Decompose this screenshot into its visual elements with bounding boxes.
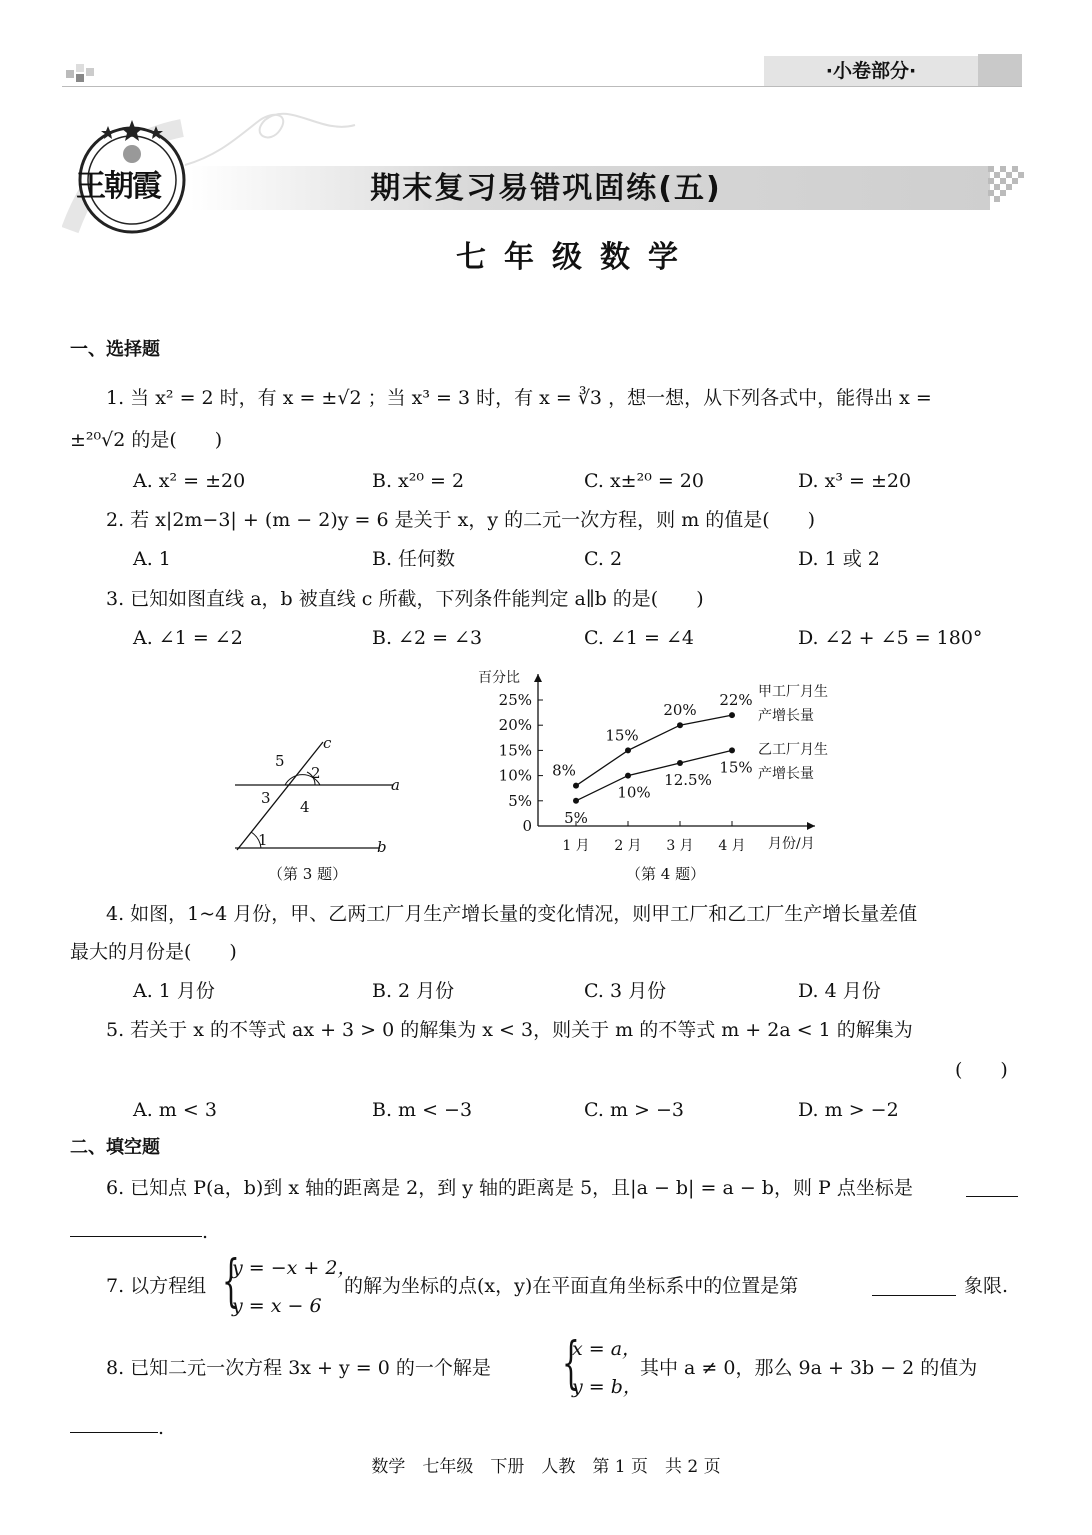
fig3-label-a: a <box>391 776 400 794</box>
chart-data-label: 15% <box>605 726 639 745</box>
fig3-label-c: c <box>323 734 332 752</box>
q3-option-c: C. ∠1 = ∠4 <box>584 627 694 649</box>
figure-4-chart <box>470 660 870 860</box>
page-title: 期末复习易错巩固练(五) <box>370 171 722 206</box>
chart-x-tick-label: 4 月 <box>718 838 746 854</box>
chart-data-label: 10% <box>617 783 651 802</box>
q3-option-d: D. ∠2 + ∠5 = 180° <box>798 627 983 649</box>
chart-data-label: 20% <box>663 701 697 720</box>
q7-eq1: y = −x + 2， <box>232 1257 357 1279</box>
section-tag-block <box>978 54 1022 86</box>
q4-option-d: D. 4 月份 <box>798 980 881 1002</box>
page-subtitle: 七年级数学 <box>456 240 696 275</box>
figure-3 <box>225 730 415 860</box>
q6-blank-2[interactable] <box>70 1236 202 1237</box>
q8-brace: { <box>562 1331 580 1396</box>
chart-point <box>729 712 735 718</box>
chart-x-tick-label: 3 月 <box>666 838 694 854</box>
fig3-label-2: 2 <box>311 764 321 782</box>
q5-option-c: C. m > −3 <box>584 1099 684 1121</box>
q2-option-a: A. 1 <box>133 548 171 570</box>
q5-stem: 5. 若关于 x 的不等式 ax + 3 > 0 的解集为 x < 3，则关于 m 的不等式 m + 2a < 1 的解集为 <box>106 1019 913 1041</box>
q8-prefix: 8. 已知二元一次方程 3x + y = 0 的一个解是 <box>106 1357 491 1379</box>
section-tag: ·小卷部分· <box>764 56 978 86</box>
chart-y-arrow <box>534 674 542 682</box>
chart-data-label: 15% <box>719 758 753 777</box>
q3-stem: 3. 已知如图直线 a，b 被直线 c 所截，下列条件能判定 a∥b 的是( ) <box>106 588 704 610</box>
chart-data-label: 12.5% <box>664 771 712 789</box>
q8-suffix: 其中 a ≠ 0，那么 9a + 3b − 2 的值为 <box>640 1357 978 1379</box>
chart-point <box>573 798 579 804</box>
fig3-label-3: 3 <box>261 789 271 807</box>
q7-end: 象限. <box>964 1275 1009 1297</box>
chart-x-tick-label: 1 月 <box>562 838 590 854</box>
chart-x-tick-label: 2 月 <box>614 838 642 854</box>
chart-data-label: 22% <box>719 691 753 710</box>
chart-point <box>625 747 631 753</box>
chart-series-name-1: 产增长量 <box>758 766 814 782</box>
chart-data-label: 8% <box>552 761 576 780</box>
q7-suffix: 的解为坐标的点(x，y)在平面直角坐标系中的位置是第 <box>344 1275 799 1297</box>
q8-blank[interactable] <box>70 1432 158 1433</box>
chart-point <box>573 783 579 789</box>
chart-series-name-0: 产增长量 <box>758 708 814 724</box>
q1-line1: 1. 当 x² = 2 时，有 x = ±√2 ；当 x³ = 3 时，有 x = ∛3 ，想一想，从下列各式中，能得出 x = <box>106 387 932 409</box>
chart-series-name-0: 甲工厂月生 <box>758 684 828 700</box>
q3-option-b: B. ∠2 = ∠3 <box>372 627 483 649</box>
chart-xlabel: 月份/月 <box>768 836 815 852</box>
header-rule <box>62 86 1022 87</box>
fig3-label-b: b <box>377 838 387 856</box>
figure-4-caption: （第 4 题） <box>626 865 706 883</box>
section-fill-heading: 二、填空题 <box>70 1137 160 1158</box>
chart-x-arrow <box>807 822 815 830</box>
q5-option-d: D. m > −2 <box>798 1099 899 1121</box>
q6-blank-1[interactable] <box>966 1196 1018 1197</box>
q5-option-a: A. m < 3 <box>133 1099 217 1121</box>
chart-point <box>729 747 735 753</box>
q7-eq2: y = x − 6 <box>232 1295 322 1317</box>
q1-option-a: A. x² = ±20 <box>133 470 246 492</box>
q2-option-d: D. 1 或 2 <box>798 548 880 570</box>
q5-answer-paren: ( ) <box>955 1059 1008 1081</box>
chart-y-tick-label: 25% <box>498 691 532 709</box>
chart-y-tick-label: 20% <box>498 716 532 735</box>
chart-y-tick-label: 15% <box>498 741 532 760</box>
q6-period: . <box>202 1221 209 1243</box>
q4-option-c: C. 3 月份 <box>584 980 667 1002</box>
q8-period: . <box>158 1417 165 1439</box>
chart-point <box>677 722 683 728</box>
section-choice-heading: 一、选择题 <box>70 339 160 360</box>
logo-text: 王朝霞 <box>76 169 160 204</box>
q2-option-b: B. 任何数 <box>372 548 456 570</box>
q7-brace: { <box>222 1249 240 1314</box>
figure-3-caption: （第 3 题） <box>268 865 348 883</box>
q4-line2: 最大的月份是( ) <box>70 941 237 963</box>
q4-option-a: A. 1 月份 <box>133 980 215 1002</box>
chart-y-tick-label: 5% <box>508 791 532 810</box>
q8-eq1: x = a， <box>572 1338 642 1360</box>
q7-prefix: 7. 以方程组 <box>106 1275 207 1297</box>
chart-y-tick-label: 0 <box>522 817 532 835</box>
fig3-label-5: 5 <box>275 752 285 770</box>
corner-squares <box>66 62 106 82</box>
q1-option-b: B. x²⁰ = 2 <box>372 470 465 492</box>
q7-blank[interactable] <box>872 1295 956 1296</box>
q4-line1: 4. 如图，1~4 月份，甲、乙两工厂月生产增长量的变化情况，则甲工厂和乙工厂生产增长量差值 <box>106 903 918 925</box>
q6-text: 6. 已知点 P(a，b)到 x 轴的距离是 2，到 y 轴的距离是 5，且|a − b| = a − b，则 P 点坐标是 <box>106 1177 913 1199</box>
chart-series-name-1: 乙工厂月生 <box>758 742 828 758</box>
fig3-label-4: 4 <box>300 798 310 816</box>
q1-option-c: C. x±²⁰ = 20 <box>584 470 704 492</box>
q1-option-d: D. x³ = ±20 <box>798 470 912 492</box>
page-footer: 数学 七年级 下册 人教 第 1 页 共 2 页 <box>371 1457 721 1477</box>
q5-option-b: B. m < −3 <box>372 1099 473 1121</box>
q2-option-c: C. 2 <box>584 548 623 570</box>
fig3-label-1: 1 <box>258 831 268 849</box>
q2-stem: 2. 若 x|2m−3| + (m − 2)y = 6 是关于 x，y 的二元一次方程，则 m 的值是( ) <box>106 509 816 531</box>
chart-point <box>677 760 683 766</box>
ribbon-decoration <box>180 105 360 175</box>
chart-data-label: 5% <box>564 808 588 827</box>
q1-line2: ±²⁰√2 的是( ) <box>70 429 223 451</box>
chart-ylabel: 百分比 <box>478 670 520 686</box>
q8-eq2: y = b， <box>572 1376 642 1398</box>
q3-option-a: A. ∠1 = ∠2 <box>133 627 243 649</box>
chart-y-tick-label: 10% <box>498 766 532 785</box>
q4-option-b: B. 2 月份 <box>372 980 455 1002</box>
chart-point <box>625 773 631 779</box>
